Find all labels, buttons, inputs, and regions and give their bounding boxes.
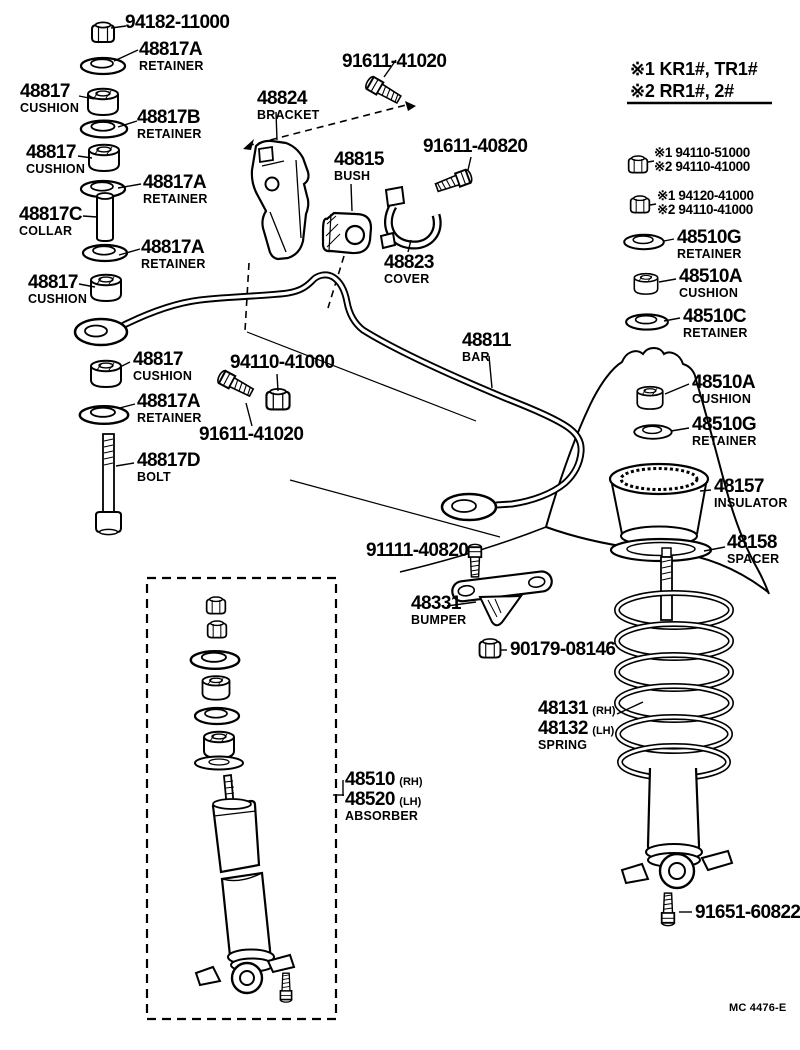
note-line-2: ※2 RR1#, 2# <box>630 81 734 101</box>
part-number: 48823 <box>384 252 434 273</box>
label-nut-spring-seat: 90179-08146 <box>510 639 616 660</box>
part-name: BAR <box>462 349 490 364</box>
collar-drawing <box>97 193 113 241</box>
lh-tag: (LH) <box>592 724 615 737</box>
rh-tag: (RH) <box>592 705 616 717</box>
label-retainer-c <box>683 307 748 340</box>
part-number: 48510C <box>683 306 746 327</box>
part-number: 48158 <box>727 532 777 553</box>
alt-part-2: ※2 94110-41000 <box>657 202 753 218</box>
alt-part-1: ※1 94120-41000 <box>657 188 754 203</box>
bar-mount-fasteners-drawing <box>80 361 290 535</box>
label-cushion-a2 <box>692 373 755 406</box>
label-retainer-g1 <box>677 228 742 261</box>
part-name: RETAINER <box>141 256 206 271</box>
label-nut-bar: 94110-41000 <box>230 352 335 373</box>
part-name: RETAINER <box>677 246 742 261</box>
part-number: 48817A <box>139 39 202 60</box>
label-bolt-bracket-lower: 91611-41020 <box>199 424 304 445</box>
part-number-rh: 48510 <box>345 769 395 790</box>
part-number: 48510G <box>692 414 757 435</box>
label-cushion-2 <box>26 143 85 176</box>
label-bolt-bumper: 91111-40820 <box>366 540 469 561</box>
label-nut-note2 <box>657 189 754 217</box>
label-nut-note1 <box>654 146 750 174</box>
label-retainer-a4 <box>137 392 202 425</box>
part-number: 48817D <box>137 450 200 471</box>
part-number-lh: 48132 <box>538 717 588 739</box>
label-retainer-a1 <box>139 40 204 73</box>
alt-part-1: ※1 94110-51000 <box>654 145 750 160</box>
part-name: BUMPER <box>411 612 467 627</box>
absorber-box-drawing <box>147 578 344 1019</box>
label-retainer-a3 <box>141 238 206 271</box>
part-number: 48815 <box>334 149 384 170</box>
right-fastener-column-drawing <box>624 156 680 330</box>
bush-drawing <box>323 184 371 253</box>
label-bolt-cover: 91611-40820 <box>423 136 528 157</box>
label-absorber <box>345 770 423 823</box>
part-name: CUSHION <box>133 368 193 383</box>
part-number: 48510A <box>692 372 755 393</box>
label-cushion-4 <box>133 350 192 383</box>
label-retainer-b <box>137 108 202 141</box>
label-insulator <box>714 477 788 510</box>
part-name: ABSORBER <box>345 808 419 823</box>
label-collar <box>19 205 82 238</box>
label-bolt-bracket-upper: 91611-41020 <box>342 51 447 72</box>
part-number: 48811 <box>462 330 511 351</box>
part-number-rh: 48131 <box>538 698 588 719</box>
lh-tag: (LH) <box>399 795 422 808</box>
spring-strut-drawing <box>617 548 732 926</box>
part-name: RETAINER <box>137 126 202 141</box>
part-name: BRACKET <box>257 107 320 122</box>
part-number: 48817B <box>137 107 200 128</box>
label-bolt-d <box>137 451 200 484</box>
label-bumper <box>411 594 466 627</box>
cover-drawing <box>381 187 437 252</box>
part-name: SPRING <box>538 737 588 752</box>
label-bracket <box>257 89 320 122</box>
part-name: RETAINER <box>137 410 202 425</box>
label-bolt-strut: 91651-60822 <box>695 902 800 923</box>
part-number: 48817 <box>28 272 78 293</box>
label-spring <box>538 699 616 752</box>
note-line-1: ※1 KR1#, TR1# <box>630 59 758 79</box>
label-cushion-a1 <box>679 267 742 300</box>
alt-part-2: ※2 94110-41000 <box>654 159 750 175</box>
part-name: CUSHION <box>28 291 88 306</box>
part-name: COVER <box>384 271 430 286</box>
part-number: 48817A <box>143 172 206 193</box>
part-number: 48331 <box>411 593 461 614</box>
arrowhead <box>405 101 416 111</box>
part-name: RETAINER <box>692 433 757 448</box>
part-number-lh: 48520 <box>345 788 395 810</box>
left-fastener-stack-drawing <box>81 22 127 301</box>
part-name: RETAINER <box>143 191 208 206</box>
part-number: 48817 <box>133 349 183 370</box>
rh-tag: (RH) <box>399 776 423 788</box>
part-number: 48817A <box>141 237 204 258</box>
part-name: RETAINER <box>139 58 204 73</box>
part-number: 48817C <box>19 204 82 225</box>
label-cushion-1 <box>20 82 79 115</box>
label-cover <box>384 253 434 286</box>
strut-mount-parts-drawing <box>610 384 725 561</box>
part-name: BOLT <box>137 469 171 484</box>
part-number: 48817 <box>26 142 76 163</box>
label-nut-top: 94182-11000 <box>125 12 230 33</box>
part-name: CUSHION <box>26 161 86 176</box>
label-bush <box>334 150 384 183</box>
part-number: 48824 <box>257 88 307 109</box>
part-number: 48510G <box>677 227 742 248</box>
part-number: 48510A <box>679 266 742 287</box>
label-cushion-3 <box>28 273 87 306</box>
part-name: COLLAR <box>19 223 73 238</box>
part-name: SPACER <box>727 551 780 566</box>
bracket-drawing <box>252 112 309 259</box>
drawing-code: MC 4476-E <box>729 1002 787 1014</box>
label-retainer-a2 <box>143 173 208 206</box>
part-number: 48817A <box>137 391 200 412</box>
part-number: 48157 <box>714 476 764 497</box>
part-number: 48817 <box>20 81 70 102</box>
part-name: CUSHION <box>679 285 739 300</box>
arrowhead <box>243 139 254 150</box>
label-retainer-g2 <box>692 415 757 448</box>
part-name: BUSH <box>334 168 371 183</box>
part-name: CUSHION <box>692 391 752 406</box>
label-spacer <box>727 533 779 566</box>
part-name: CUSHION <box>20 100 80 115</box>
part-name: RETAINER <box>683 325 748 340</box>
part-name: INSULATOR <box>714 495 788 510</box>
label-bar <box>462 331 511 364</box>
